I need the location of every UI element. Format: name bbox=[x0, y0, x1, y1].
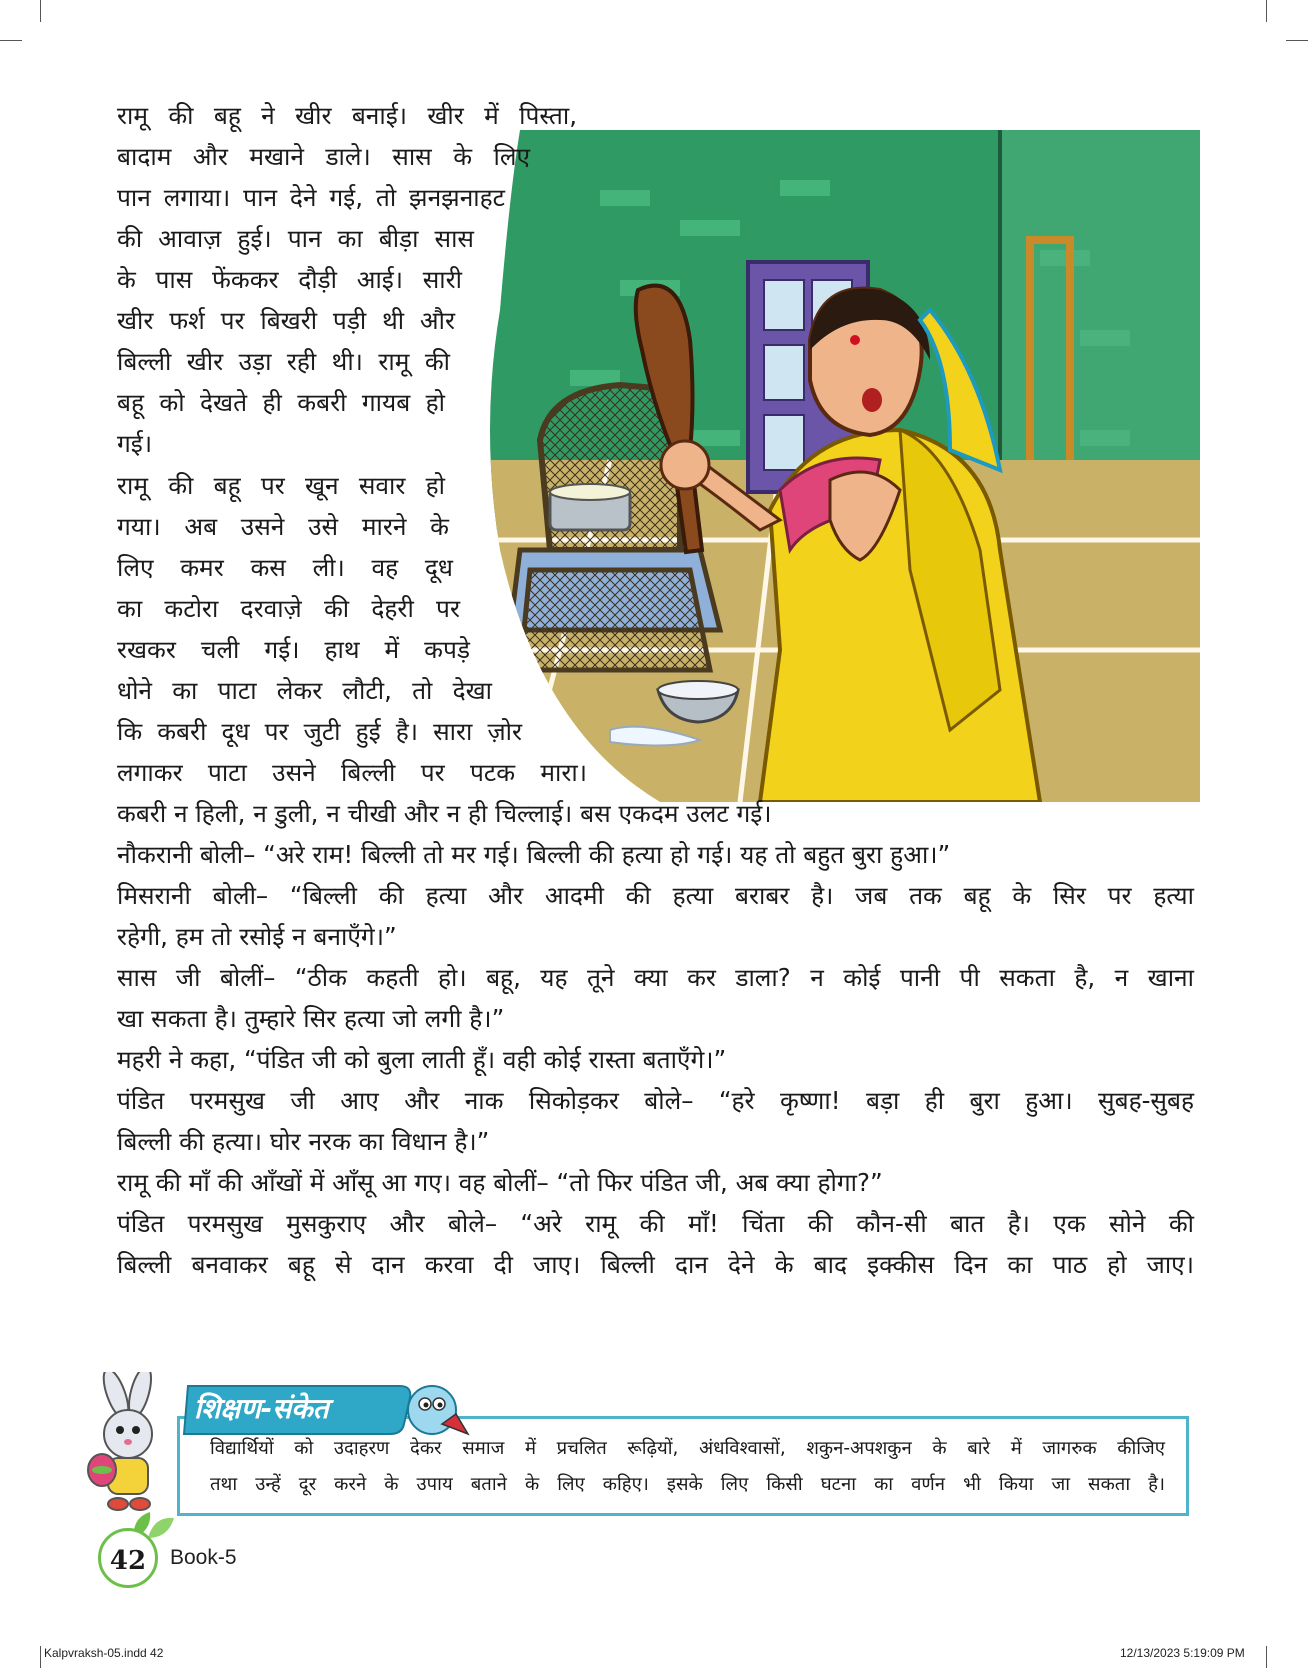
story-line: खा सकता है। तुम्हारे सिर हत्या जो लगी है।” bbox=[117, 1004, 505, 1033]
crop-mark bbox=[1286, 40, 1308, 41]
story-illustration bbox=[480, 130, 1200, 802]
story-line: रामू की माँ की आँखों में आँसू आ गए। वह बोलीं– “तो फिर पंडित जी, अब क्या होगा?” bbox=[117, 1168, 883, 1197]
crop-mark bbox=[1266, 1646, 1267, 1668]
story-line: बहू को देखते ही कबरी गायब हो bbox=[117, 388, 445, 417]
story-line: का कटोरा दरवाज़े की देहरी पर bbox=[117, 594, 460, 623]
page-number: 42 bbox=[98, 1528, 158, 1588]
story-line: कबरी न हिली, न डुली, न चीखी और न ही चिल्लाई। बस एकदम उलट गई। bbox=[117, 799, 772, 828]
story-line: धोने का पाटा लेकर लौटी, तो देखा bbox=[117, 676, 492, 705]
story-line: लगाकर पाटा उसने बिल्ली पर पटक मारा। bbox=[117, 758, 587, 787]
story-line: रखकर चली गई। हाथ में कपड़े bbox=[117, 635, 470, 664]
story-line: पंडित परमसुख जी आए और नाक सिकोड़कर बोले– “हरे कृष्णा! बड़ा ही बुरा हुआ। सुबह-सुबह bbox=[117, 1086, 1194, 1115]
story-line: बिल्ली खीर उड़ा रही थी। रामू की bbox=[117, 347, 450, 376]
story-line: पंडित परमसुख मुसकुराए और बोले– “अरे रामू की माँ! चिंता की कौन-सी बात है। एक सोने की bbox=[117, 1209, 1194, 1238]
crop-mark bbox=[1266, 0, 1267, 22]
story-line: बादाम और मखाने डाले। सास के लिए bbox=[117, 142, 530, 171]
rabbit-mascot-icon bbox=[78, 1372, 178, 1522]
story-line: बिल्ली की हत्या। घोर नरक का विधान है।” bbox=[117, 1127, 490, 1156]
story-line: गया। अब उसने उसे मारने के bbox=[117, 512, 449, 541]
story-line: के पास फेंककर दौड़ी आई। सारी bbox=[117, 265, 462, 294]
story-line: गई। bbox=[117, 429, 153, 458]
story-line: लिए कमर कस ली। वह दूध bbox=[117, 553, 453, 582]
story-line: पान लगाया। पान देने गई, तो झनझनाहट bbox=[117, 183, 505, 212]
story-line: खीर फर्श पर बिखरी पड़ी थी और bbox=[117, 306, 455, 335]
book-label: Book-5 bbox=[170, 1546, 237, 1569]
teaching-tip-line: विद्यार्थियों को उदाहरण देकर समाज में प्रचलित रूढ़ियों, अंधविश्वासों, शकुन-अपशकुन के बारे में जागरुक कीजिए bbox=[210, 1438, 1165, 1459]
teaching-tip-line: तथा उन्हें दूर करने के उपाय बताने के लिए कहिए। इसके लिए किसी घटना का वर्णन भी किया जा सकता है। bbox=[210, 1474, 1165, 1495]
crop-mark bbox=[40, 1646, 41, 1668]
teaching-tip-title: शिक्षण-संकेत bbox=[194, 1392, 329, 1425]
slug-file-info: Kalpvraksh-05.indd 42 bbox=[44, 1646, 164, 1660]
crop-mark bbox=[40, 0, 41, 22]
story-line: रामू की बहू ने खीर बनाई। खीर में पिस्ता, bbox=[117, 101, 577, 130]
story-line: नौकरानी बोली– “अरे राम! बिल्ली तो मर गई। बिल्ली की हत्या हो गई। यह तो बहुत बुरा हुआ।” bbox=[117, 840, 951, 869]
story-line: सास जी बोलीं– “ठीक कहती हो। बहू, यह तूने क्या कर डाला? न कोई पानी पी सकता है, न खाना bbox=[117, 963, 1194, 992]
story-line: की आवाज़ हुई। पान का बीड़ा सास bbox=[117, 224, 474, 253]
story-line: रामू की बहू पर खून सवार हो bbox=[117, 471, 445, 500]
story-line: बिल्ली बनवाकर बहू से दान करवा दी जाए। बिल्ली दान देने के बाद इक्कीस दिन का पाठ हो जाए। bbox=[117, 1250, 1194, 1279]
slug-date-info: 12/13/2023 5:19:09 PM bbox=[1120, 1646, 1245, 1660]
story-line: मिसरानी बोली– “बिल्ली की हत्या और आदमी की हत्या बराबर है। जब तक बहू के सिर पर हत्या bbox=[117, 881, 1194, 910]
story-line: महरी ने कहा, “पंडित जी को बुला लाती हूँ। वही कोई रास्ता बताएँगे।” bbox=[117, 1045, 727, 1074]
story-line: रहेगी, हम तो रसोई न बनाएँगे।” bbox=[117, 922, 397, 951]
story-line: कि कबरी दूध पर जुटी हुई है। सारा ज़ोर bbox=[117, 717, 522, 746]
crop-mark bbox=[0, 40, 22, 41]
